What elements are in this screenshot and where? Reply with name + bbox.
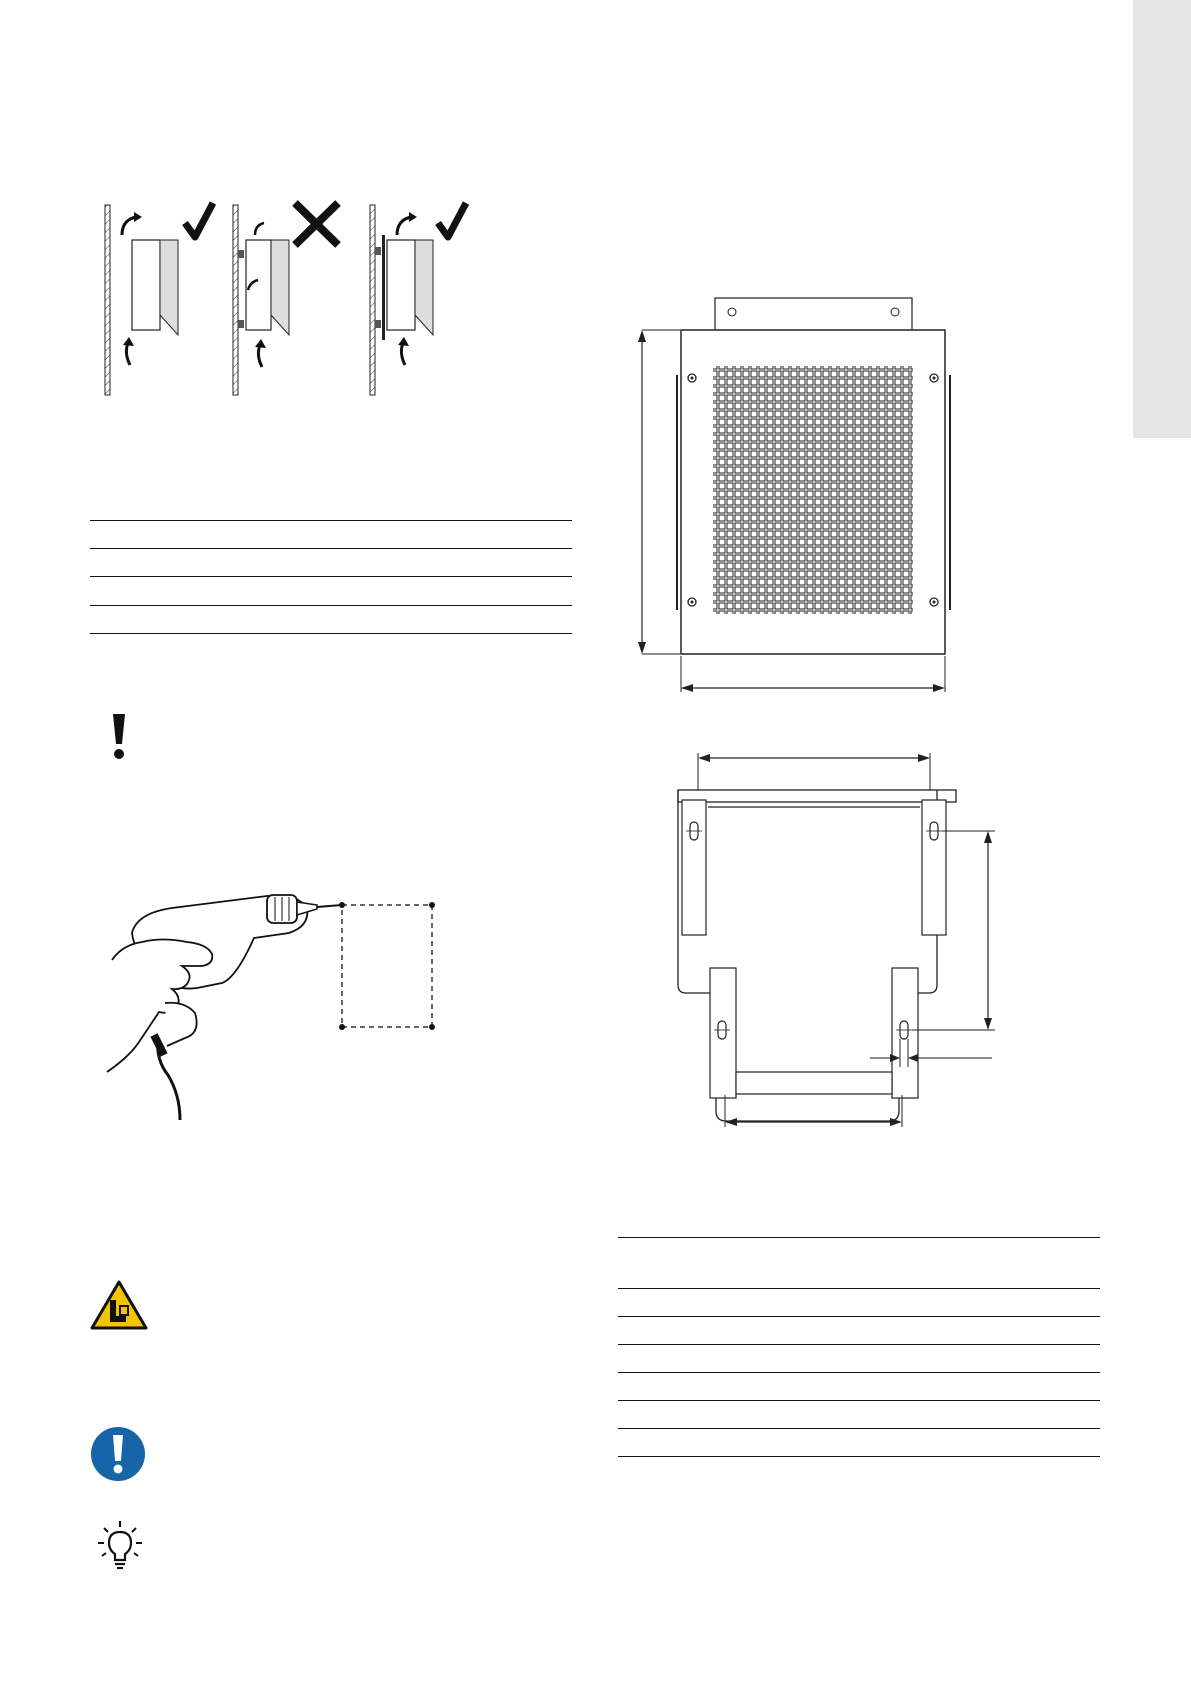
exclamation-icon [110, 712, 130, 762]
table-row [90, 520, 572, 521]
right-table [618, 1237, 1100, 1462]
table-row [618, 1456, 1100, 1457]
orientation-panel-correct-2 [370, 203, 466, 395]
table-row [618, 1428, 1100, 1429]
table-row [90, 576, 572, 577]
table-row [618, 1237, 1100, 1238]
cabinet-front-view [630, 290, 950, 700]
orientation-panel-correct-1 [105, 203, 213, 395]
left-table [90, 520, 572, 640]
side-tab [1133, 0, 1191, 438]
cross-icon [295, 203, 338, 245]
mounting-bracket-drawing [670, 745, 1000, 1135]
check-icon [438, 203, 466, 237]
lightbulb-tip-icon [97, 1520, 143, 1570]
table-row [618, 1400, 1100, 1401]
table-row [90, 548, 572, 549]
perforated-grille [713, 366, 913, 614]
check-icon [185, 203, 213, 237]
table-row [618, 1372, 1100, 1373]
table-row [618, 1316, 1100, 1317]
drill-icon [110, 885, 450, 1120]
mandatory-notice-icon [90, 1426, 146, 1482]
table-row [618, 1344, 1100, 1345]
mounting-orientation-figure [100, 195, 480, 405]
table-row [618, 1288, 1100, 1289]
foot-crush-warning-icon [90, 1280, 148, 1330]
table-row [90, 605, 572, 606]
table-row [90, 633, 572, 634]
orientation-panel-incorrect [233, 203, 338, 395]
